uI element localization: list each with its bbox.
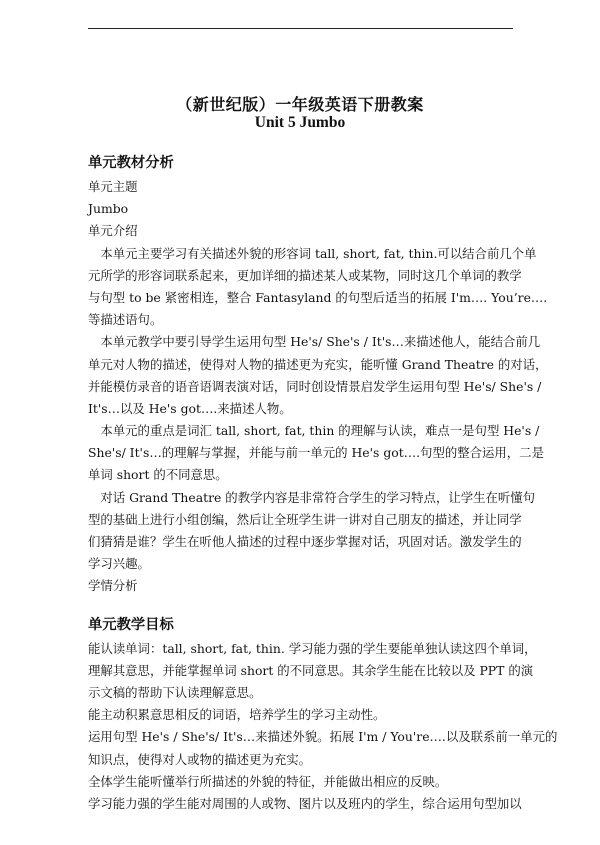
body-line: 学习能力强的学生能对周围的人或物、图片以及班内的学生，综合运用句型加以 <box>88 795 522 811</box>
body-line: 全体学生能听懂举行所描述的外貌的特征，并能做出相应的反映。 <box>88 773 448 789</box>
body-line: 本单元主要学习有关描述外貌的形容词 tall, short, fat, thin.可以结合前几个单 <box>88 245 537 261</box>
body-line: She's/ It's…的理解与掌握，并能与前一单元的 He's got….句型的整合运用，二是 <box>88 445 544 461</box>
body-line: 运用句型 He's / She's/ It's…来描述外貌。拓展 I'm / You're….以及联系前一单元的 <box>88 729 558 745</box>
section-heading-analysis: 单元教材分析 <box>88 155 174 171</box>
body-line: 元所学的形容词联系起来，更加详细的描述某人或某物，同时这几个单词的教学 <box>88 267 522 283</box>
body-line: 能主动积累意思相反的词语，培养学生的学习主动性。 <box>88 707 386 723</box>
body-line: 对话 Grand Theatre 的教学内容是非常符合学生的学习特点，让学生在听懂句 <box>88 489 536 505</box>
body-line: 们猜猜是谁？学生在听他人描述的过程中逐步掌握对话，巩固对话。激发学生的 <box>88 534 522 549</box>
body-line: 学习兴趣。 <box>88 556 150 572</box>
document-body <box>88 150 558 815</box>
body-line: 单元主题 <box>88 179 138 194</box>
body-line: 能认读单词：tall, short, fat, thin. 学习能力强的学生要能单独认读这四个单词， <box>88 640 537 656</box>
body-line: 并能模仿录音的语音语调表演对话，同时创设情景启发学生运用句型 He's/ She's / <box>88 378 542 394</box>
body-line: 单词 short 的不同意思。 <box>88 467 228 483</box>
body-line: 本单元教学中要引导学生运用句型 He's/ She's / It's…来描述他人，能结合前几 <box>88 334 541 350</box>
body-line: 学情分析 <box>88 578 138 594</box>
unit-title: Unit 5 Jumbo <box>254 114 346 131</box>
body-line: Jumbo <box>88 201 129 217</box>
body-line: 本单元的重点是词汇 tall, short, fat, thin 的理解与认读，难点一是句型 He's / <box>88 423 540 439</box>
section-heading-objectives: 单元教学目标 <box>88 616 174 633</box>
body-line: 知识点，使得对人或物的描述更为充实。 <box>88 751 312 767</box>
body-line: 与句型 to be 紧密相连，整合 Fantasyland 的句型后适当的拓展 I'm…. You’re…. <box>88 289 548 305</box>
body-line: 示文稿的帮助下认读理解意思。 <box>88 684 262 700</box>
body-line: 单元对人物的描述，使得对人物的描述更为充实，能听懂 Grand Theatre 的对话， <box>88 356 548 372</box>
body-line: 型的基础上进行小组创编，然后让全班学生讲一讲对自己朋友的描述，并让同学 <box>88 511 522 527</box>
body-line: 等描述语句。 <box>88 312 163 328</box>
body-line: It's…以及 He's got….来描述人物。 <box>88 400 292 416</box>
header-rule <box>88 28 513 29</box>
document-title: （新世纪版）一年级英语下册教案 <box>176 95 424 114</box>
body-line: 理解其意思，并能掌握单词 short 的不同意思。其余学生能在比较以及 PPT 的演 <box>88 662 534 678</box>
body-line: 单元介绍 <box>88 223 138 239</box>
